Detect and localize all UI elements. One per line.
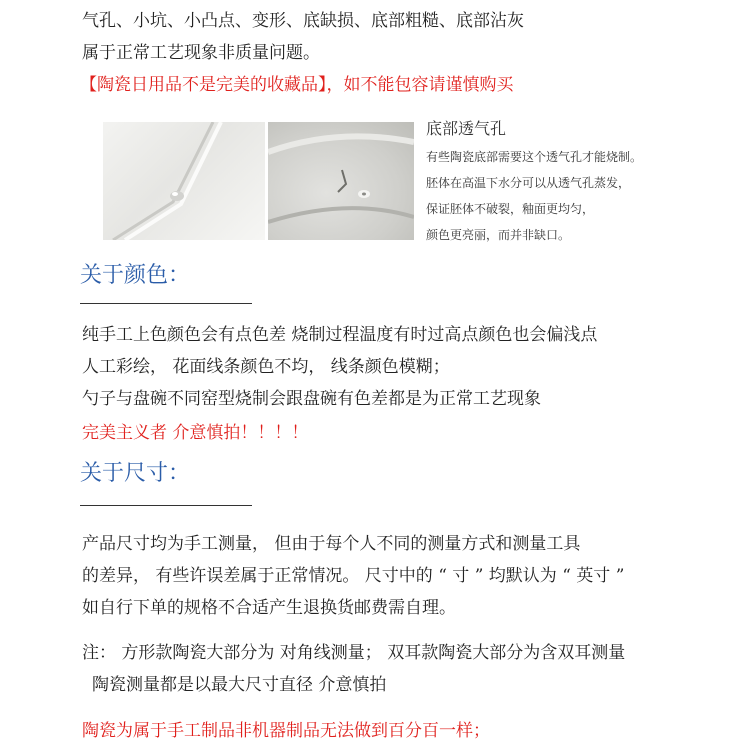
size-bottom-warning: 陶瓷为属于手工制品非机器制品无法做到百分百一样； — [82, 721, 490, 741]
color-heading-rule — [80, 303, 252, 304]
size-line-3: 如自行下单的规格不合适产生退换货邮费需自理。 — [82, 598, 456, 618]
color-line-3: 勺子与盘碗不同窑型烧制会跟盘碗有色差都是为正常工艺现象 — [82, 389, 541, 409]
color-line-1: 纯手工上色颜色会有点色差 烧制过程温度有时过高点颜色也会偏浅点 — [82, 325, 598, 345]
intro-line-1: 气孔、小坑、小凸点、变形、底缺损、底部粗糙、底部沾灰 — [82, 11, 524, 31]
size-line-1: 产品尺寸均为手工测量， 但由于每个人不同的测量方式和测量工具 — [82, 534, 581, 554]
size-line-2: 的差异， 有些许误差属于正常情况。 尺寸中的 “ 寸 ” 均默认为 “ 英寸 ” — [82, 566, 625, 586]
size-heading-rule — [80, 505, 252, 506]
vent-text-4: 颜色更亮丽，而并非缺口。 — [426, 228, 571, 242]
color-heading: 关于颜色： — [80, 263, 191, 288]
purchase-warning: 【陶瓷日用品不是完美的收藏品】，如不能包容请谨慎购买 — [80, 75, 514, 95]
size-note-1: 注： 方形款陶瓷大部分为 对角线测量； 双耳款陶瓷大部分为含双耳测量 — [82, 643, 626, 663]
vent-hole-photo — [268, 122, 414, 240]
vent-text-1: 有些陶瓷底部需要这个透气孔才能烧制。 — [426, 150, 643, 164]
size-heading: 关于尺寸： — [80, 461, 191, 486]
dish-corner-photo — [103, 122, 265, 240]
vent-text-2: 胚体在高温下水分可以从透气孔蒸发， — [426, 176, 631, 190]
vent-text-3: 保证胚体不破裂，釉面更均匀， — [426, 202, 595, 216]
color-warning: 完美主义者 介意慎拍！！！！ — [82, 423, 309, 443]
size-note-2: 陶瓷测量都是以最大尺寸直径 介意慎拍 — [92, 675, 387, 695]
vent-title: 底部透气孔 — [426, 119, 507, 138]
intro-line-2: 属于正常工艺现象非质量问题。 — [82, 43, 320, 63]
color-line-2: 人工彩绘， 花面线条颜色不均， 线条颜色模糊； — [82, 357, 450, 377]
